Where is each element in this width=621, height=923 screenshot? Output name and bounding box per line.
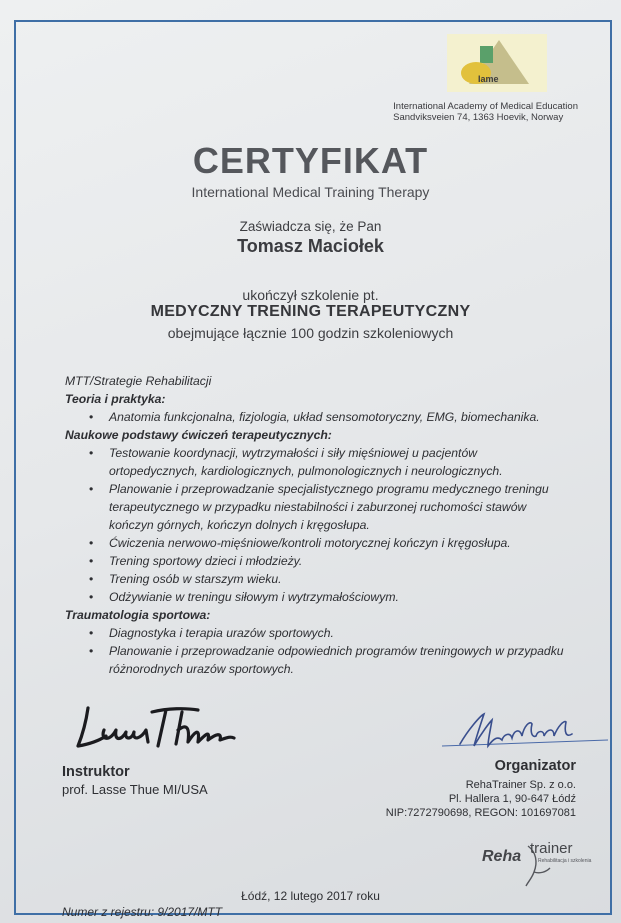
registry-number: Numer z rejestru: 9/2017/MTT: [62, 905, 223, 919]
instructor-signature: [70, 700, 240, 760]
academy-address: Sandviksveien 74, 1363 Hoevik, Norway: [393, 112, 564, 123]
completed-text: ukończył szkolenie pt.: [242, 287, 379, 303]
academy-header: [393, 101, 578, 123]
issue-date: Łódź, 12 lutego 2017 roku: [241, 889, 380, 903]
section-heading: MTT/Strategie Rehabilitacji: [65, 374, 212, 388]
list-item: • Anatomia funkcjonalna, fizjologia, układ sensomotoryczny, EMG, biomechanika.: [109, 408, 565, 426]
list-item: • Trening sportowy dzieci i młodzieży.: [109, 552, 565, 570]
certificate-title: CERTYFIKAT: [192, 140, 429, 181]
list-item: • Odżywianie w treningu siłowym i wytrzymałościowym.: [109, 588, 565, 606]
list-item: • Testowanie koordynacji, wytrzymałości i siły mięśniowej u pacjentów ortopedycznych, kardiologicznych, pulmonologicznych i neurologicznych.: [109, 444, 565, 480]
iame-logo: [447, 34, 547, 92]
section-heading: Teoria i praktyka:: [65, 392, 166, 406]
section-heading: Naukowe podstawy ćwiczeń terapeutycznych:: [65, 428, 332, 442]
certificate-subtitle: International Medical Training Therapy: [191, 184, 430, 200]
section-list: [65, 624, 565, 678]
course-title: MEDYCZNY TRENING TERAPEUTYCZNY: [150, 303, 471, 320]
list-item: • Ćwiczenia nerwowo-mięśniowe/kontroli motorycznej kończyn i kręgosłupa.: [109, 534, 565, 552]
logo-text: Iame: [478, 74, 499, 84]
organizer-company: RehaTrainer Sp. z o.o.: [465, 779, 576, 791]
instructor-name: prof. Lasse Thue MI/USA: [62, 782, 208, 797]
organizer-block: [376, 758, 576, 820]
list-item: • Diagnostyka i terapia urazów sportowych.: [109, 624, 565, 642]
section-list: [65, 408, 565, 426]
instructor-label: Instruktor: [62, 764, 130, 780]
organizer-address: Pl. Hallera 1, 90-647 Łódź: [448, 793, 576, 805]
reha-logo-part1: Reha: [482, 848, 522, 865]
recipient-name: Tomasz Maciołek: [237, 236, 384, 256]
list-item: • Planowanie i przeprowadzanie odpowiednich programów treningowych w przypadku różnorodnych urazów sportowych.: [109, 642, 565, 678]
section-list: [65, 444, 565, 606]
rehatrainer-logo: [482, 838, 592, 888]
reha-logo-tagline: Rehabilitacja i szkolenia: [538, 858, 592, 864]
certifies-text: Zaświadcza się, że Pan: [239, 219, 382, 234]
list-item: • Planowanie i przeprowadzanie specjalistycznego programu medycznego treningu terapeutycznego w przypadku niestabilności i zaburzonej ruchomości stawów kończyn górnych, kończyn dolnych i kręgosłupa.: [109, 480, 565, 534]
section-heading: Traumatologia sportowa:: [65, 608, 211, 622]
list-item: • Trening osób w starszym wieku.: [109, 570, 565, 588]
organizer-label: Organizator: [494, 758, 576, 774]
organizer-ids: NIP:7272790698, REGON: 101697081: [385, 807, 576, 819]
academy-name: International Academy of Medical Education: [393, 101, 578, 112]
course-content: [65, 372, 565, 678]
hours-text: obejmujące łącznie 100 godzin szkoleniowych: [167, 325, 454, 341]
reha-logo-part2: trainer: [530, 840, 573, 857]
organizer-signature: [440, 710, 610, 760]
